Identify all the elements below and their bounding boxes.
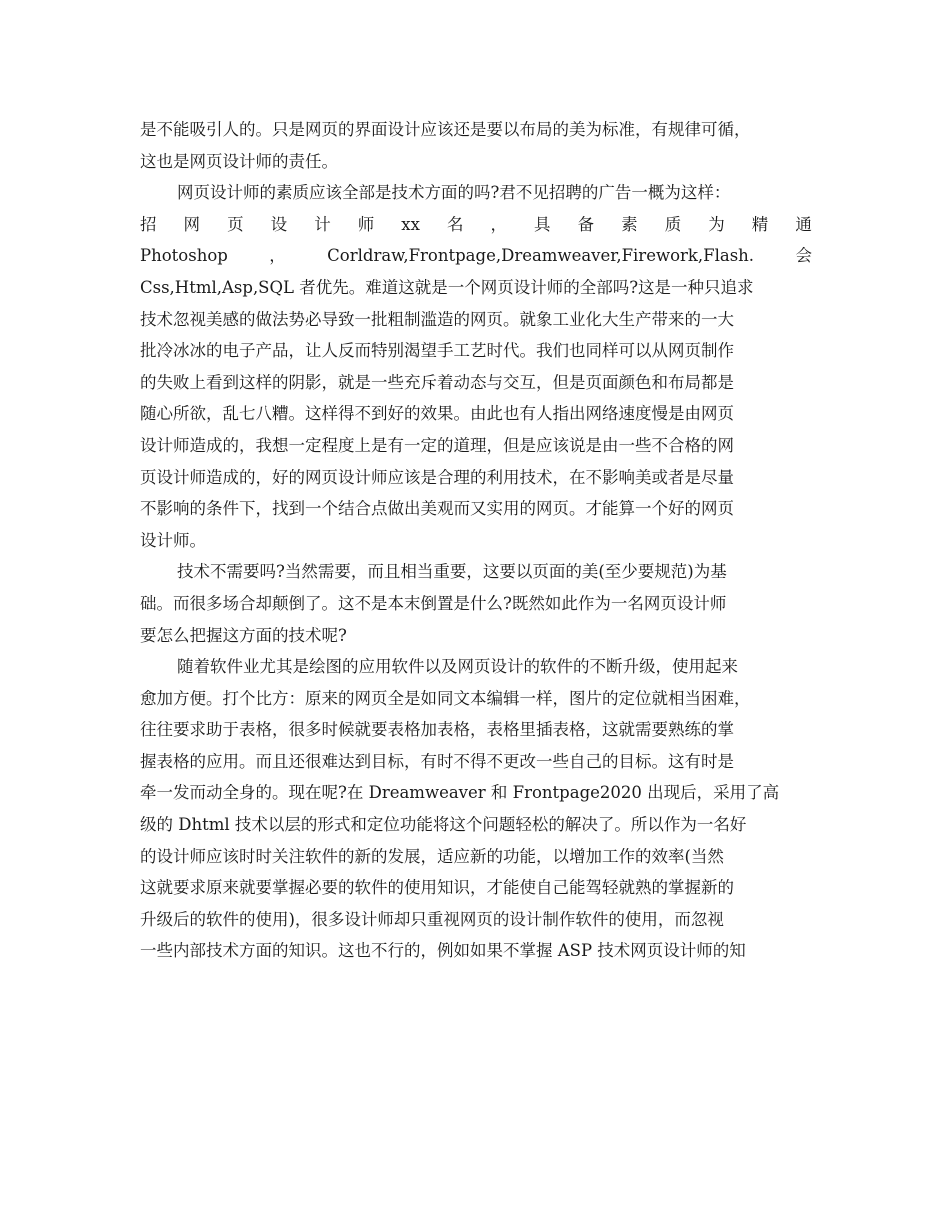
spread-token: 网: [183, 214, 201, 234]
spread-token: ，: [490, 214, 507, 234]
spread-line: [140, 240, 812, 272]
spread-token: 备: [577, 214, 595, 234]
text-line: 是不能吸引人的。只是网页的界面设计应该还是要以布局的美为标准，有规律可循，: [140, 120, 751, 139]
text-line: 批冷冰冰的电子产品，让人反而特别渴望手工艺时代。我们也同样可以从网页制作: [140, 341, 734, 361]
spread-token: 招: [140, 214, 157, 234]
document-body: [140, 114, 812, 967]
spread-token: 名: [446, 214, 464, 234]
text-line: 础。而很多场合却颠倒了。这不是本末倒置是什么?既然如此作为一名网页设计师: [140, 593, 727, 613]
text-line: 随心所欲，乱七八糟。这样得不到好的效果。由此也有人指出网络速度慢是由网页: [140, 404, 734, 424]
paragraph-first-line: 随着软件业尤其是绘图的应用软件以及网页设计的软件的不断升级，使用起来: [177, 657, 738, 677]
text-line: 握表格的应用。而且还很难达到目标，有时不得不更改一些自己的目标。这有时是: [140, 751, 734, 771]
text-line: Css,Html,Asp,SQL 者优先。难道这就是一个网页设计师的全部吗?这是一种只追求: [140, 277, 754, 297]
text-line: 级的 Dhtml 技术以层的形式和定位功能将这个问题轻松的解决了。所以作为一名好: [140, 815, 747, 835]
text-line: 的失败上看到这样的阴影，就是一些充斥着动态与交互，但是页面颜色和布局都是: [140, 372, 734, 392]
spread-token: 通: [795, 214, 812, 234]
text-line: 设计师造成的，我想一定程度上是有一定的道理，但是应该说是由一些不合格的网: [140, 435, 734, 455]
text-line: 愈加方便。打个比方：原来的网页全是如同文本编辑一样，图片的定位就相当困难，: [140, 688, 751, 708]
spread-token: xx: [401, 214, 420, 234]
spread-token: 精: [751, 214, 769, 234]
text-line: 一些内部技术方面的知识。这也不行的，例如如果不掌握 ASP 技术网页设计师的知: [140, 941, 746, 961]
text-line: 这也是网页设计师的责任。: [140, 151, 338, 171]
spread-line: [140, 209, 812, 241]
text-line: 设计师。: [140, 530, 206, 550]
spread-token: 质: [664, 214, 682, 234]
text-line: 技术忽视美感的做法势必导致一批粗制滥造的网页。就象工业化大生产带来的一大: [140, 309, 734, 329]
spread-token: 具: [534, 214, 551, 234]
spread-token: 页: [227, 214, 244, 234]
spread-token: 计: [314, 214, 331, 234]
spread-token: ，: [269, 246, 286, 266]
paragraph-first-line: 网页设计师的素质应该全部是技术方面的吗?君不见招聘的广告一概为这样：: [177, 183, 731, 203]
spread-token: 师: [357, 214, 375, 234]
text-line: 往往要求助于表格，很多时候就要表格加表格，表格里插表格，这就需要熟练的掌: [140, 720, 734, 740]
spread-token: Photoshop: [140, 246, 228, 266]
spread-token: 会: [795, 246, 812, 266]
text-line: 要怎么把握这方面的技术呢?: [140, 625, 347, 645]
spread-token: 素: [621, 214, 638, 234]
text-line: 这就要求原来就要掌握必要的软件的使用知识，才能使自己能驾轻就熟的掌握新的: [140, 878, 734, 898]
text-line: 不影响的条件下，找到一个结合点做出美观而又实用的网页。才能算一个好的网页: [140, 499, 734, 519]
text-line: 的设计师应该时时关注软件的新的发展，适应新的功能，以增加工作的效率(当然: [140, 846, 724, 866]
text-line: 升级后的软件的使用)，很多设计师却只重视网页的设计制作软件的使用，而忽视: [140, 909, 724, 929]
text-line: 页设计师造成的，好的网页设计师应该是合理的利用技术，在不影响美或者是尽量: [140, 467, 734, 487]
paragraph-first-line: 技术不需要吗?当然需要，而且相当重要，这要以页面的美(至少要规范)为基: [177, 562, 727, 582]
spread-token: Corldraw,Frontpage,Dreamweaver,Firework,Flash.: [327, 246, 755, 266]
spread-token: 设: [270, 214, 288, 234]
spread-token: 为: [708, 214, 725, 234]
text-line: 牵一发而动全身的。现在呢?在 Dreamweaver 和 Frontpage2020 出现后，采用了高: [140, 783, 780, 803]
